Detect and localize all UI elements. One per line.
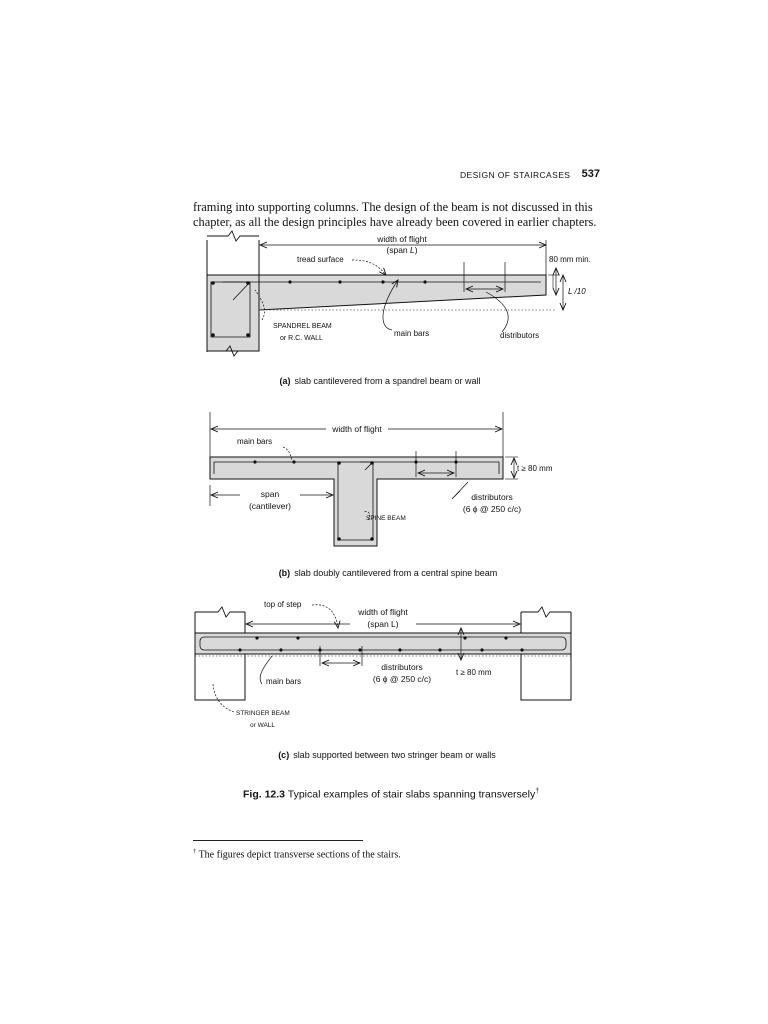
figure-caption-text: Typical examples of stair slabs spanning transversely — [287, 788, 536, 801]
figure-a-caption: (a) slab cantilevered from a spandrel beam or wall — [279, 376, 481, 386]
figure-c — [195, 600, 571, 760]
stringer-beam-label-2: or WALL — [250, 722, 276, 729]
figure-a-distributors-label: distributors — [500, 331, 540, 340]
figure-c-width-label: width of flight — [358, 607, 408, 617]
running-head-title: DESIGN OF STAIRCASES — [460, 170, 571, 180]
tread-surface-label: tread surface — [297, 255, 344, 264]
figure-b-distributors-label: distributors — [471, 492, 513, 502]
body-line: chapter, as all the design principles have already been covered in earlier chapters. — [193, 214, 597, 229]
footnote — [193, 848, 401, 860]
figure-b-span-label-2: (cantilever) — [248, 501, 292, 511]
spine-beam-label: SPINE BEAM — [366, 515, 406, 522]
page-number: 537 — [581, 168, 600, 180]
figure-a — [207, 231, 591, 386]
figure-a-width-label: width of flight — [377, 234, 427, 244]
spandrel-label-2: or R.C. WALL — [280, 335, 323, 342]
footnote-mark: † — [193, 848, 197, 855]
figure-a-span-label: (span L) — [386, 245, 418, 255]
figure-b-caption: (b) slab doubly cantilevered from a central spine beam — [278, 568, 498, 578]
figure-a-main-bars-label: main bars — [394, 329, 430, 338]
stringer-beam-label: STRINGER BEAM — [236, 710, 290, 717]
figure-b — [210, 412, 553, 578]
figure-c-distributors-spec: (6 ϕ @ 250 c/c) — [372, 674, 432, 684]
spandrel-label: SPANDREL BEAM — [273, 323, 332, 330]
figure-caption-label: Fig. 12.3 — [243, 788, 286, 801]
figure-c-span-label: (span L) — [367, 619, 399, 629]
figure-c-thickness-label: t ≥ 80 mm — [456, 668, 492, 677]
figure-c-caption: (c) slab supported between two stringer beam or walls — [278, 750, 496, 760]
depth-ratio-label: L /10 — [568, 287, 586, 296]
figure-b-distributors-spec: (6 ϕ @ 250 c/c) — [462, 504, 522, 514]
figure-c-distributors-label: distributors — [381, 662, 423, 672]
figure-b-span-label: span — [260, 489, 280, 499]
figure-caption — [243, 788, 539, 801]
figure-b-width-label: width of flight — [332, 424, 382, 434]
top-of-step-label: top of step — [264, 600, 302, 609]
depth-minimum-label: 80 mm min. — [549, 255, 591, 264]
figure-b-main-bars-label: main bars — [237, 437, 273, 446]
figure-b-thickness-label: t ≥ 80 mm — [517, 464, 553, 473]
figure-caption-mark: † — [535, 788, 540, 795]
cantilever-slab — [250, 275, 556, 310]
body-line: framing into supporting columns. The design of the beam is not discussed in this — [193, 200, 593, 214]
figure-c-main-bars-label: main bars — [266, 677, 302, 686]
spandrel-beam — [207, 231, 259, 356]
footnote-text: The figures depict transverse sections of the stairs. — [198, 849, 401, 861]
footnote-rule — [193, 840, 363, 841]
